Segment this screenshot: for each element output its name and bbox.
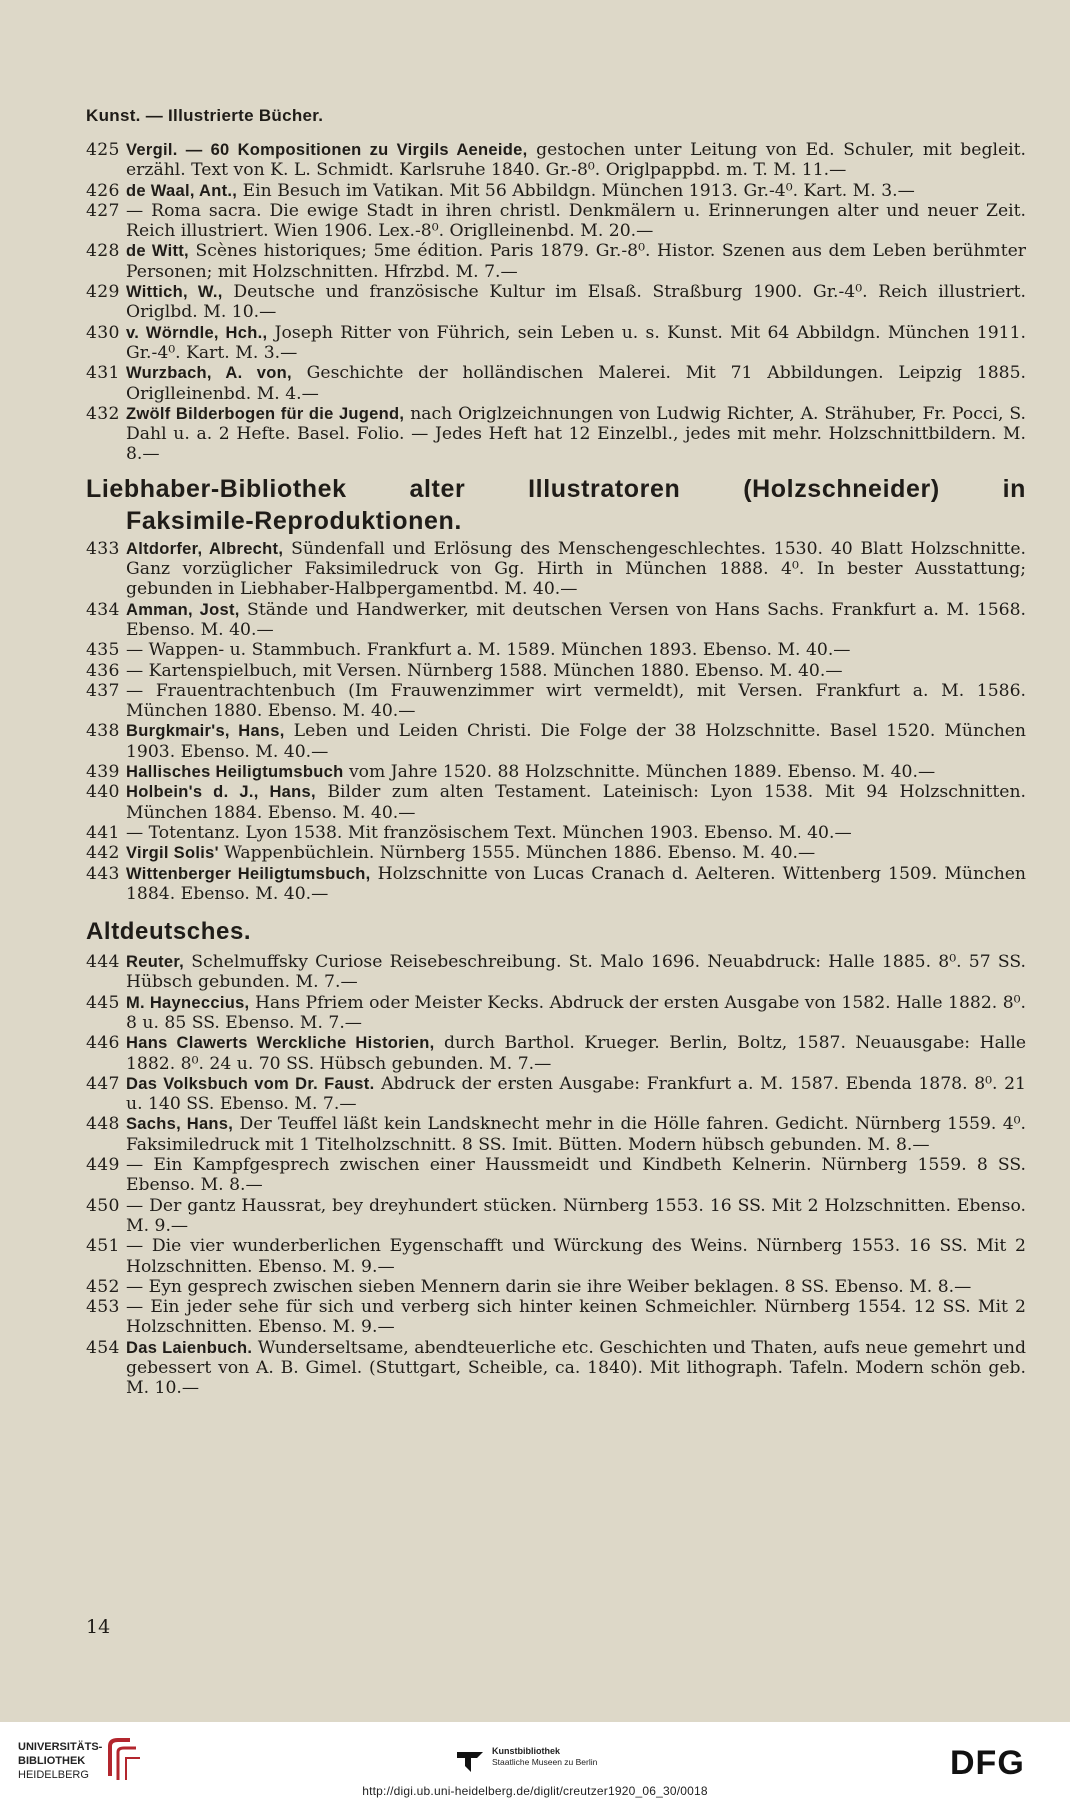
library-name-line2: BIBLIOTHEK <box>18 1755 86 1767</box>
kb-subtitle: Staatliche Museen zu Berlin <box>492 1757 598 1767</box>
catalog-entry <box>86 404 1026 465</box>
entry-number: 426 <box>86 180 120 201</box>
entry-text <box>122 181 1026 201</box>
entry-number: 430 <box>86 322 120 343</box>
entry-text <box>122 1277 1026 1297</box>
section-heading: Altdeutsches. <box>86 918 252 946</box>
section-heading-line2: Faksimile-Reproduktionen. <box>126 506 462 535</box>
entry-number: 444 <box>86 952 120 973</box>
catalog-entry <box>86 1033 1026 1074</box>
entry-number: 440 <box>86 782 120 803</box>
entry-text <box>122 1155 1026 1196</box>
library-name-line1: UNIVERSITÄTS- <box>18 1741 103 1753</box>
entry-text <box>122 1297 1026 1338</box>
entry-description: Sündenfall und Erlösung des Menschengeschlechtes. 1530. 40 Blatt Holzschnitte. Ganz vorzüglicher Faksimiledruck von Gg. Hirth in München 1888. 4⁰. In bester Ausstattung; gebunden in Liebhaber-Halbpergamentbd. M. 40.— <box>126 538 1026 600</box>
section-heading-line1: Liebhaber-Bibliothek alter Illustratoren (Holzschneider) in <box>86 474 1026 503</box>
entry-text <box>122 1196 1026 1237</box>
entry-number: 433 <box>86 538 120 559</box>
library-emblem-icon <box>104 1736 144 1784</box>
entry-text <box>122 782 1026 823</box>
entry-text <box>122 1236 1026 1277</box>
section-heading <box>86 473 1026 537</box>
entry-text <box>122 721 1026 762</box>
entry-text <box>122 241 1026 282</box>
entry-text <box>122 1114 1026 1155</box>
entry-text <box>122 539 1026 600</box>
entry-text <box>122 864 1026 905</box>
entry-description: — Totentanz. Lyon 1538. Mit französischem Text. München 1903. Ebenso. M. 40.— <box>126 822 852 843</box>
entry-author: de Witt, <box>126 242 189 261</box>
entry-text <box>122 282 1026 323</box>
entry-text <box>122 1033 1026 1074</box>
entry-number: 441 <box>86 822 120 843</box>
entry-text <box>122 952 1026 993</box>
catalog-entry <box>86 1277 1026 1297</box>
entry-number: 427 <box>86 200 120 221</box>
entry-number: 452 <box>86 1276 120 1297</box>
entry-number: 447 <box>86 1073 120 1094</box>
catalog-entry <box>86 600 1026 641</box>
entry-number: 451 <box>86 1236 120 1257</box>
entry-text <box>122 363 1026 404</box>
entry-author: Altdorfer, Albrecht, <box>126 539 284 558</box>
entry-author: Reuter, <box>126 953 185 972</box>
catalog-entry <box>86 323 1026 364</box>
entry-number: 449 <box>86 1155 120 1176</box>
catalog-entry <box>86 181 1026 201</box>
catalog-entry <box>86 241 1026 282</box>
entry-text <box>122 993 1026 1034</box>
entry-description: Leben und Leiden Christi. Die Folge der 38 Holzschnitte. Basel 1520. München 1903. Ebenso. M. 40.— <box>126 721 1027 762</box>
entry-description: — Die vier wunderberlichen Eygenschafft und Würckung des Weins. Nürnberg 1553. 16 SS. Mit 2 Holzschnitten. Ebenso. M. 9.— <box>126 1236 1026 1277</box>
entry-description: durch Barthol. Krueger. Berlin, Boltz, 1587. Neuausgabe: Halle 1882. 8⁰. 24 u. 70 SS. Hübsch gebunden. M. 7.— <box>126 1033 1026 1074</box>
entry-text <box>122 762 1026 782</box>
catalog-entry <box>86 1155 1026 1196</box>
kb-title: Kunstbibliothek <box>492 1746 560 1756</box>
entry-description: — Kartenspielbuch, mit Versen. Nürnberg 1588. München 1880. Ebenso. M. 40.— <box>126 660 843 681</box>
catalog-entry <box>86 282 1026 323</box>
entry-number: 432 <box>86 403 120 424</box>
entry-description: nach Origlzeichnungen von Ludwig Richter, A. Strähuber, Fr. Pocci, S. Dahl u. a. 2 Hefte. Basel. Folio. — Jedes Heft hat 12 Einzelbl., jedes mit mehr. Holzschnittbildern. M. 8.— <box>126 403 1026 465</box>
entry-author: Vergil. — 60 Kompositionen zu Virgils Aeneide, <box>126 141 528 159</box>
entry-author: Hallisches Heiligtumsbuch <box>126 763 344 782</box>
entry-description: — Der gantz Haussrat, bey dreyhundert stücken. Nürnberg 1553. 16 SS. Mit 2 Holzschnitten. Ebenso. M. 9.— <box>126 1195 1026 1236</box>
entry-number: 450 <box>86 1195 120 1216</box>
catalog-entry <box>86 782 1026 823</box>
entry-author: Hans Clawerts Werckliche Historien, <box>126 1034 435 1053</box>
entry-number: 438 <box>86 721 120 742</box>
entry-author: Das Laienbuch. <box>126 1338 253 1357</box>
entry-description: Bilder zum alten Testament. Lateinisch: Lyon 1538. Mit 94 Holzschnitten. München 1884. Ebenso. M. 40.— <box>126 782 1027 823</box>
entry-number: 429 <box>86 282 120 303</box>
entry-number: 443 <box>86 863 120 884</box>
catalog-entry <box>86 201 1026 242</box>
entry-text <box>122 661 1026 681</box>
kunstbibliothek-label[interactable] <box>492 1746 597 1768</box>
university-library-logo[interactable] <box>18 1740 102 1782</box>
entry-number: 435 <box>86 640 120 661</box>
entry-description: Der Teuffel läßt kein Landsknecht mehr in die Hölle fahren. Gedicht. Nürnberg 1559. 4⁰. Faksimiledruck mit 1 Titelholzschnitt. 8 SS. Imit. Bütten. Modern hübsch gebunden. M. 8.— <box>126 1114 1026 1155</box>
entry-number: 446 <box>86 1033 120 1054</box>
entry-description: Schelmuffsky Curiose Reisebeschreibung. St. Malo 1696. Neuabdruck: Halle 1885. 8⁰. 57 SS. Hübsch gebunden. M. 7.— <box>126 952 1026 993</box>
entry-description: Scènes historiques; 5me édition. Paris 1879. Gr.-8⁰. Histor. Szenen aus dem Leben berühmter Personen; mit Holzschnitten. Hfrzbd. M. 7.— <box>126 241 1026 282</box>
catalog-entry <box>86 1297 1026 1338</box>
catalog-entry <box>86 823 1026 843</box>
entry-author: Wittich, W., <box>126 283 223 302</box>
catalog-entry <box>86 952 1026 993</box>
catalog-entry <box>86 640 1026 660</box>
catalog-entry <box>86 539 1026 600</box>
entry-description: Hans Pfriem oder Meister Kecks. Abdruck der ersten Ausgabe von 1582. Halle 1882. 8⁰. 8 u. 85 SS. Ebenso. M. 7.— <box>126 992 1027 1033</box>
entry-description: — Ein jeder sehe für sich und verberg sich hinter keinen Schmeichler. Nürnberg 1554. 12 SS. Mit 2 Holzschnitten. Ebenso. M. 9.— <box>126 1297 1026 1338</box>
entry-number: 442 <box>86 843 120 864</box>
entry-description: — Eyn gesprech zwischen sieben Mennern darin sie ihre Weiber beklagen. 8 SS. Ebenso. M. 8.— <box>126 1276 972 1297</box>
kunstbibliothek-logo-icon <box>455 1748 485 1774</box>
entry-description: Holzschnitte von Lucas Cranach d. Aelteren. Wittenberg 1509. München 1884. Ebenso. M. 40.— <box>126 863 1027 904</box>
catalog-entry <box>86 843 1026 863</box>
entry-description: vom Jahre 1520. 88 Holzschnitte. München 1889. Ebenso. M. 40.— <box>343 762 936 783</box>
entry-number: 454 <box>86 1337 120 1358</box>
entry-author: Zwölf Bilderbogen für die Jugend, <box>126 404 405 423</box>
entry-author: Virgil Solis' <box>126 844 219 863</box>
entry-text <box>122 823 1026 843</box>
catalog-entry <box>86 1074 1026 1115</box>
catalog-entry <box>86 864 1026 905</box>
permalink-url[interactable]: http://digi.ub.uni-heidelberg.de/diglit/creutzer1920_06_30/0018 <box>362 1784 708 1798</box>
catalog-entry <box>86 1236 1026 1277</box>
catalog-entry <box>86 681 1026 722</box>
entry-text <box>122 681 1026 722</box>
entry-author: Amman, Jost, <box>126 600 240 619</box>
entry-author: Das Volksbuch vom Dr. Faust. <box>126 1074 375 1093</box>
entry-author: Holbein's d. J., Hans, <box>126 783 316 802</box>
entry-number: 436 <box>86 660 120 681</box>
entry-text <box>122 640 1026 660</box>
entry-description: Deutsche und französische Kultur im Elsaß. Straßburg 1900. Gr.-4⁰. Reich illustriert. Origlbd. M. 10.— <box>126 282 1026 323</box>
entry-author: de Waal, Ant., <box>126 181 238 200</box>
entry-text <box>122 404 1026 465</box>
entry-author: v. Wörndle, Hch., <box>126 323 268 342</box>
entry-number: 439 <box>86 762 120 783</box>
catalog-content <box>86 140 1026 1399</box>
catalog-entry <box>86 1338 1026 1399</box>
entry-description: Joseph Ritter von Führich, sein Leben u. s. Kunst. Mit 64 Abbildgn. München 1911. Gr.-4⁰. Kart. M. 3.— <box>126 322 1026 363</box>
catalog-entry <box>86 993 1026 1034</box>
entry-number: 445 <box>86 992 120 1013</box>
entry-description: — Ein Kampfgesprech zwischen einer Haussmeidt und Kindbeth Kelnerin. Nürnberg 1559. 8 SS. Ebenso. M. 8.— <box>126 1155 1026 1196</box>
entry-text <box>122 323 1026 364</box>
page-number: 14 <box>86 1616 111 1638</box>
entry-description: Abdruck der ersten Ausgabe: Frankfurt a. M. 1587. Ebenda 1878. 8⁰. 21 u. 140 SS. Ebenso. M. 7.— <box>126 1073 1026 1115</box>
entry-author: Wittenberger Heiligtumsbuch, <box>126 864 371 883</box>
entry-description: — Frauentrachtenbuch (Im Frauwenzimmer wirt vermeldt), mit Versen. Frankfurt a. M. 1586. München 1880. Ebenso. M. 40.— <box>126 680 1026 722</box>
dfg-logo[interactable]: DFG <box>950 1744 1025 1782</box>
catalog-entry <box>86 661 1026 681</box>
entry-number: 425 <box>86 140 120 160</box>
entry-author: M. Hayneccius, <box>126 993 250 1012</box>
entry-description: Stände und Handwerker, mit deutschen Versen von Hans Sachs. Frankfurt a. M. 1568. Ebenso. M. 40.— <box>126 599 1027 640</box>
entry-description: gestochen unter Leitung von Ed. Schuler, mit begleit. erzähl. Text von K. L. Schmidt. Karlsruhe 1840. Gr.-8⁰. Origlpappbd. m. T. M. 11.— <box>126 140 1026 181</box>
entry-number: 431 <box>86 363 120 384</box>
entry-text <box>122 1338 1026 1399</box>
entry-text <box>122 600 1026 641</box>
entry-text <box>122 1074 1026 1115</box>
entry-number: 434 <box>86 599 120 620</box>
entry-author: Sachs, Hans, <box>126 1115 234 1134</box>
entry-description: Geschichte der holländischen Malerei. Mit 71 Abbildungen. Leipzig 1885. Origlleinenbd. M. 4.— <box>126 363 1026 404</box>
entry-description: Wunderseltsame, abendteuerliche etc. Geschichten und Thaten, aufs neue gemehrt und gebessert von A. B. Gimel. (Stuttgart, Scheible, ca. 1840). Mit lithograph. Tafeln. Modern schön geb. M. 10.— <box>126 1337 1026 1399</box>
library-name-line3: HEIDELBERG <box>18 1769 89 1781</box>
catalog-entry <box>86 1114 1026 1155</box>
entry-description: — Wappen- u. Stammbuch. Frankfurt a. M. 1589. München 1893. Ebenso. M. 40.— <box>126 640 851 661</box>
catalog-entry <box>86 762 1026 782</box>
running-head: Kunst. — Illustrierte Bücher. <box>86 106 324 125</box>
entry-author: Burgkmair's, Hans, <box>126 722 285 741</box>
catalog-entry <box>86 363 1026 404</box>
entry-number: 453 <box>86 1297 120 1318</box>
entry-description: Wappenbüchlein. Nürnberg 1555. München 1886. Ebenso. M. 40.— <box>218 843 816 864</box>
catalog-entry <box>86 1196 1026 1237</box>
entry-description: — Roma sacra. Die ewige Stadt in ihren christl. Denkmälern u. Erinnerungen alter und neuer Zeit. Reich illustriert. Wien 1906. Lex.-8⁰. Origlleinenbd. M. 20.— <box>126 200 1026 242</box>
entry-number: 437 <box>86 680 120 701</box>
entry-author: Wurzbach, A. von, <box>126 364 292 383</box>
entry-number: 448 <box>86 1114 120 1135</box>
entry-text <box>122 140 1026 181</box>
viewer-footer <box>0 1722 1070 1800</box>
entry-text <box>122 201 1026 242</box>
entry-description: Ein Besuch im Vatikan. Mit 56 Abbildgn. München 1913. Gr.-4⁰. Kart. M. 3.— <box>237 180 915 201</box>
entry-number: 428 <box>86 241 120 262</box>
entry-text <box>122 843 1026 863</box>
catalog-entry <box>86 721 1026 762</box>
catalog-entry <box>86 140 1026 181</box>
